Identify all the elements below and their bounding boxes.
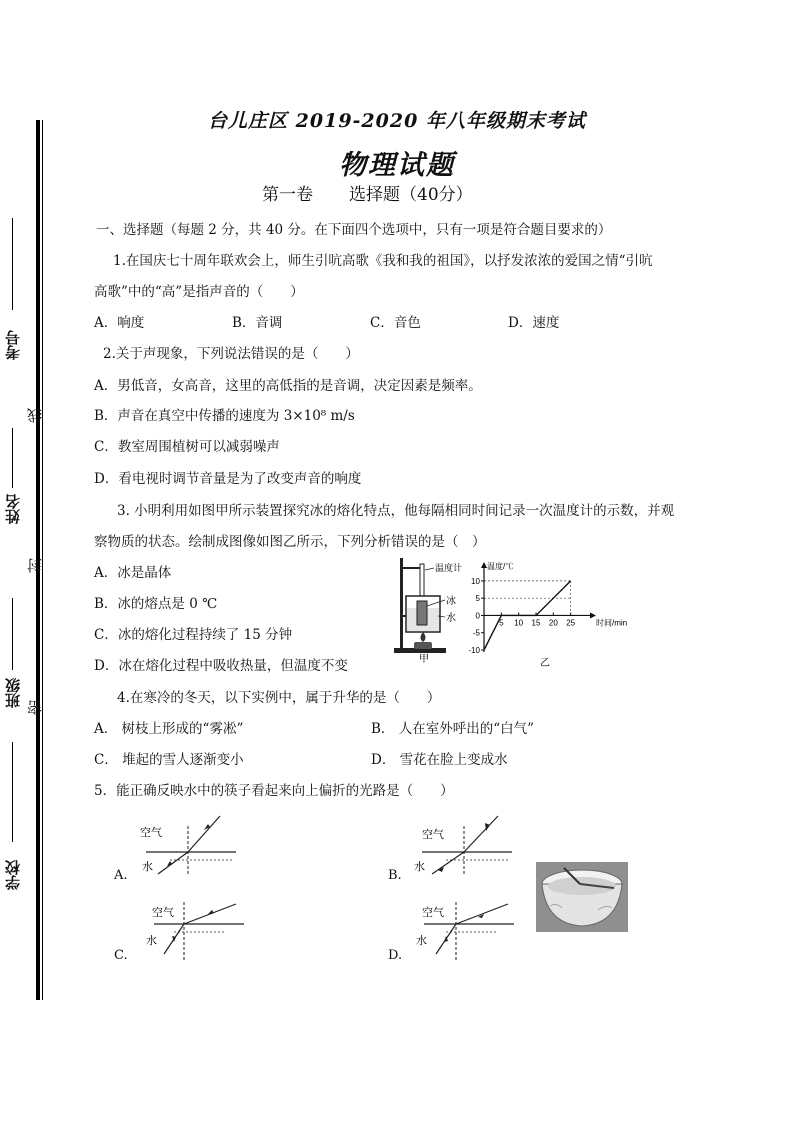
ice-label: 冰 [446,596,456,607]
subject-title: 物理试题 [339,150,455,181]
ray-upper [184,904,236,924]
caption-yi: 乙 [540,658,550,669]
test-tube-ice [417,601,427,625]
school-label: 学校 [4,860,22,890]
q2-option-d: D．看电视时调节音量是为了改变声音的响度 [94,471,362,487]
temperature-chart [462,560,634,670]
exam-number-label: 考号 [4,330,22,360]
air-label: 空气 [152,907,174,919]
class-label: 班级 [4,678,22,708]
ray-upper [188,816,220,852]
thermometer-label: 温度计 [435,563,463,573]
q1-stem-line2: 高歌”中的“高”是指声音的（ ） [94,284,304,300]
cut-word-seal: 封 [26,558,44,573]
q2-option-a: A．男低音，女高音，这里的高低指的是音调，决定因素是频率。 [94,378,482,394]
q1-options [94,314,646,332]
q4-options-row2 [94,751,648,769]
x-tick-label: 5 [499,618,504,628]
x-tick-label: 20 [548,618,558,628]
ray-upper [464,816,498,852]
section-intro: 一、选择题（每题 2 分，共 40 分。在下面四个选项中，只有一项是符合题目要求的） [96,222,612,238]
stand-rod [400,558,403,650]
q3-option-a: A．冰是晶体 [94,565,172,581]
y-tick-label: -10 [468,646,480,655]
part-heading [262,180,473,205]
air-label: 空气 [422,907,444,919]
part-title: 选择题（40分） [349,185,473,205]
q3-stem-line2: 察物质的状态。绘制成图像如图乙所示，下列分析错误的是（ ） [94,534,486,550]
part-label: 第一卷 [262,185,313,205]
q2-stem: 2.关于声现象，下列说法错误的是（ ） [103,346,359,362]
bowl-water [548,877,616,895]
q3-stem-line1: 3. 小明利用如图甲所示装置探究冰的熔化特点，他每隔相同时间记录一次温度计的示数，并观 [117,503,675,519]
class-blank [12,598,13,670]
light-path-diagram-c [144,896,248,962]
q1-option-d: D．速度 [508,315,560,331]
ray-lower [432,852,464,874]
school-blank [12,742,13,842]
water-label: 水 [446,613,456,624]
q5-option-b-letter: B. [388,868,402,883]
lamp-flame [421,632,426,642]
exam-title: 台儿庄区 2019-2020 年八年级期末考试 [208,110,586,132]
light-path-diagram-a [136,812,240,878]
q2-option-c: C．教室周围植树可以减弱噪声 [94,439,280,455]
alcohol-lamp [414,642,432,649]
apparatus-figure [394,556,468,666]
q5-option-d-letter: D. [388,948,403,963]
q4-option-a: A． 树枝上形成的“雾凇” [94,721,244,737]
q3-option-d: D．冰在熔化过程中吸收热量，但温度不变 [94,658,348,674]
q1-option-a: A．响度 [94,315,145,331]
water-label: 水 [416,935,427,947]
q1-option-b: B．音调 [232,315,283,331]
exam-number-blank [12,218,13,310]
x-tick-label: 15 [531,618,541,628]
bowl-chopstick-photo [536,862,628,932]
light-path-diagram-d [414,896,518,962]
ray-upper [456,904,508,924]
y-tick-label: 5 [475,594,480,604]
thermometer-pointer [425,568,434,570]
y-axis-label: 温度/℃ [487,562,514,571]
x-axis-label: 时间/min [596,618,628,628]
q5-stem: 5．能正确反映水中的筷子看起来向上偏折的光路是（ ） [94,783,454,799]
q5-option-a-letter: A. [114,868,128,883]
q3-option-b: B．冰的熔点是 0 ℃ [94,596,218,612]
q2-option-b: B．声音在真空中传播的速度为 3×10⁸ m/s [94,408,355,424]
q5-option-c-letter: C. [114,948,128,963]
air-label: 空气 [422,829,444,841]
y-tick-label: 0 [475,611,480,621]
water-label: 水 [414,861,425,873]
name-label: 姓名 [4,494,22,524]
caption-jia: 甲 [419,654,429,665]
cut-word-secret: 密 [26,700,44,715]
water-label: 水 [146,935,157,947]
q4-option-d: D． 雪花在脸上变成水 [371,752,508,768]
ray-lower [158,852,188,874]
name-blank [12,428,13,488]
q1-stem-line1: 1.在国庆七十周年联欢会上，师生引吭高歌《我和我的祖国》，以抒发浓浓的爱国之情“引吭 [113,253,653,269]
air-label: 空气 [140,827,162,839]
cut-word-line: 线 [26,408,44,423]
q4-option-b: B． 人在室外呼出的“白气” [371,721,535,737]
q4-options-row1 [94,720,648,738]
water-label: 水 [142,861,153,873]
light-path-diagram-b [408,812,518,878]
x-tick-label: 25 [566,618,576,628]
q1-option-c: C．音色 [370,315,421,331]
q4-stem: 4.在寒冷的冬天，以下实例中，属于升华的是（ ） [117,690,441,706]
x-tick-label: 10 [514,618,524,628]
q3-option-c: C．冰的熔化过程持续了 15 分钟 [94,627,293,643]
y-tick-label: 10 [471,576,480,586]
q4-option-c: C． 堆起的雪人逐渐变小 [94,752,244,768]
y-tick-label: -5 [472,628,480,638]
